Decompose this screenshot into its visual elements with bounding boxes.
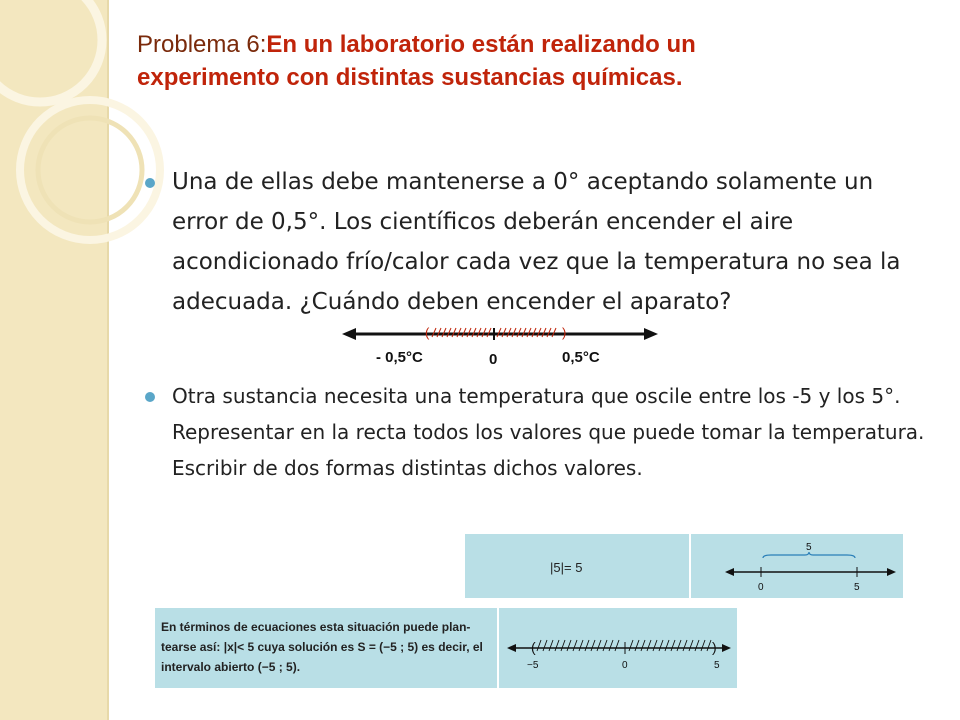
- interval-text-line-3: intervalo abierto (−5 ; 5).: [161, 660, 301, 674]
- interval-text-line-2: tearse así: |x|< 5 cuya solución es S = (−5 ; 5) es decir, el: [161, 640, 483, 654]
- abs-tick-label-5: 5: [854, 582, 860, 593]
- number-line-1-center-label: 0: [489, 351, 498, 368]
- svg-text:): ): [712, 639, 717, 655]
- abs-box-divider: [689, 534, 691, 598]
- number-line-1-right-label: 0,5°C: [562, 349, 600, 366]
- bullet-dot-1: [145, 178, 155, 188]
- svg-text:(: (: [425, 325, 430, 340]
- abs-brace-label: 5: [806, 542, 812, 553]
- title-line-1: En un laboratorio están realizando un: [266, 31, 696, 58]
- paragraph-2: Otra sustancia necesita una temperatura que oscile entre los -5 y los 5°. Representar en la recta todos los valores que puede tomar la temperatura. Escribir de dos formas distintas dichos valores.: [172, 384, 925, 480]
- abs-number-line: [723, 540, 898, 596]
- svg-text:): ): [562, 325, 567, 340]
- svg-text:(: (: [531, 639, 536, 655]
- slide-title: [137, 28, 937, 94]
- interval-tick-label-minus5: −5: [527, 660, 539, 671]
- interval-box: [155, 608, 737, 688]
- abs-tick-label-0: 0: [758, 582, 764, 593]
- paragraph-1: Una de ellas debe mantenerse a 0° aceptando solamente un error de 0,5°. Los científicos deberán encender el aire acondicionado frío/calor cada vez que la temperatura no sea la adecuada. ¿Cuándo deben encender el aparato?: [172, 169, 901, 315]
- title-line-2: experimento con distintas sustancias químicas.: [137, 64, 683, 91]
- number-line-1: [340, 320, 660, 370]
- interval-tick-label-0: 0: [622, 660, 628, 671]
- interval-number-line: [505, 626, 733, 674]
- bullet-dot-2: [145, 392, 155, 402]
- interval-text-line-1: En términos de ecuaciones esta situación puede plan-: [161, 620, 471, 634]
- title-prefix: Problema 6:: [137, 31, 267, 58]
- number-line-1-left-label: - 0,5°C: [376, 349, 423, 366]
- abs-equation: |5|= 5: [550, 560, 583, 575]
- interval-box-divider: [497, 608, 499, 688]
- interval-tick-label-5: 5: [714, 660, 720, 671]
- abs-value-box: [465, 534, 903, 598]
